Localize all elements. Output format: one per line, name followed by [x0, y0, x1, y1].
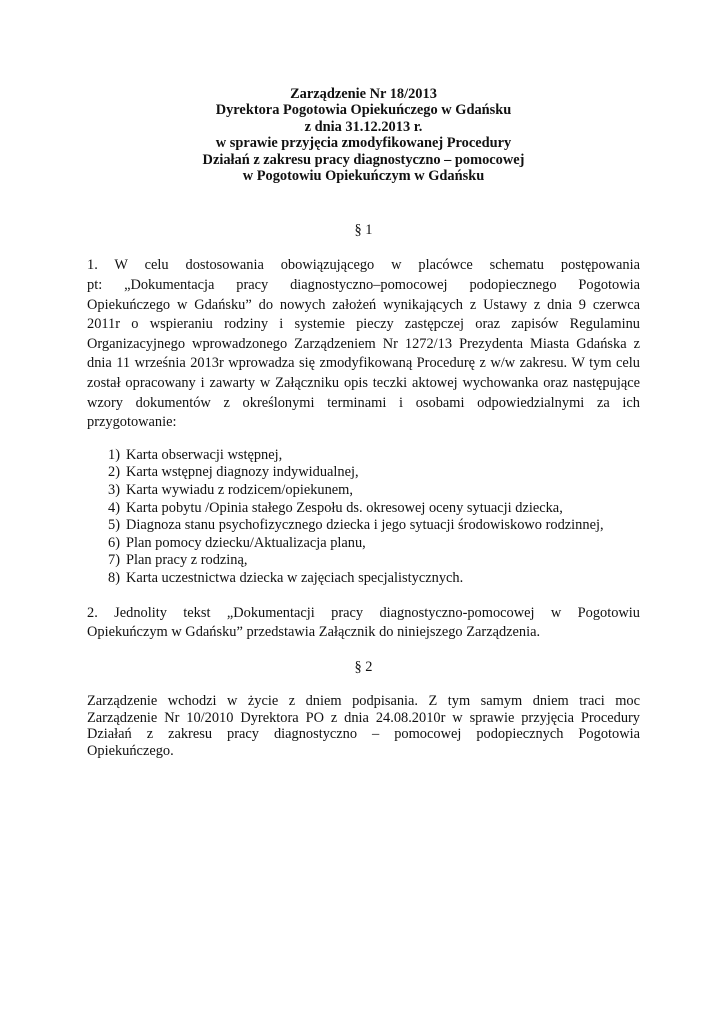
title-line-3: z dnia 31.12.2013 r. [304, 118, 423, 135]
paragraph-line: 1. W celu dostosowania obowiązującego w placówce schematu postępowania [87, 257, 640, 274]
title-line-1: Zarządzenie Nr 18/2013 [290, 86, 437, 102]
paragraph-line: Opiekuńczym w Gdańsku” przedstawia Załącznik do niniejszego Zarządzenia. [87, 624, 541, 641]
paragraph-line: pt: „Dokumentacja pracy diagnostyczno–pomocowej podopiecznego Pogotowia [87, 277, 640, 294]
list-item-number: 6) [108, 534, 120, 551]
document-page [87, 86, 640, 760]
section-1-paragraph-2 [87, 604, 640, 643]
list-item-text: Karta wstępnej diagnozy indywidualnej, [126, 464, 359, 481]
paragraph-line: Opiekuńczego. [87, 743, 174, 760]
title-line-2: Dyrektora Pogotowia Opiekuńczego w Gdańsku [215, 102, 512, 119]
paragraph-line: Zarządzenie Nr 10/2010 Dyrektora PO z dnia 24.08.2010r w sprawie przyjęcia Procedury [87, 709, 640, 726]
section-2-paragraph [87, 693, 640, 760]
list-item [87, 535, 640, 553]
document-title [87, 86, 640, 184]
paragraph-line: 2. Jednolity tekst „Dokumentacji pracy diagnostyczno-pomocowej w Pogotowiu [87, 604, 640, 621]
list-item-number: 1) [108, 446, 120, 463]
list-item-number: 5) [108, 517, 120, 534]
list-item-text: Karta obserwacji wstępnej, [126, 446, 283, 463]
document-list [87, 447, 640, 588]
list-item [87, 552, 640, 570]
paragraph-line: przygotowanie: [87, 414, 177, 431]
title-line-4: w sprawie przyjęcia zmodyfikowanej Procedury [215, 135, 512, 152]
list-item [87, 482, 640, 500]
paragraph-line: został opracowany i zawarty w Załączniku opis teczki aktowej wychowanka oraz następujące [87, 375, 640, 391]
section-1-mark: § 1 [354, 222, 373, 239]
list-item-text: Diagnoza stanu psychofizycznego dziecka i jego sytuacji środowiskowo rodzinnej, [126, 517, 604, 534]
paragraph-line: Organizacyjnego wprowadzonego Zarządzeniem Nr 1272/13 Prezydenta Miasta Gdańska z [87, 335, 640, 352]
list-item-number: 7) [108, 552, 120, 569]
list-item [87, 500, 640, 518]
title-line-6: w Pogotowiu Opiekuńczym w Gdańsku [242, 168, 485, 185]
list-item-text: Karta uczestnictwa dziecka w zajęciach specjalistycznych. [126, 569, 464, 586]
paragraph-line: 2011r o wspieraniu rodziny i systemie pieczy zastępczej oraz zapisów Regulaminu [87, 316, 640, 333]
list-item-number: 3) [108, 481, 120, 498]
list-item [87, 570, 640, 588]
section-1-paragraph-1 [87, 256, 640, 432]
list-item [87, 517, 640, 535]
list-item-text: Karta pobytu /Opinia stałego Zespołu ds. okresowej oceny sytuacji dziecka, [126, 499, 563, 516]
section-2-mark: § 2 [354, 658, 373, 675]
list-item-text: Plan pomocy dziecku/Aktualizacja planu, [126, 534, 366, 551]
list-item [87, 447, 640, 465]
paragraph-line: dnia 11 września 2013r wprowadza się zmodyfikowaną Procedurę z w/w zakresu. W tym celu [87, 355, 640, 372]
paragraph-line: wzory dokumentów z określonymi terminami i osobami odpowiedzialnymi za ich [87, 394, 640, 411]
list-item-text: Plan pracy z rodziną, [126, 552, 248, 569]
title-line-5: Działań z zakresu pracy diagnostyczno – pomocowej [202, 151, 525, 168]
list-item-text: Karta wywiadu z rodzicem/opiekunem, [126, 481, 353, 498]
list-item-number: 8) [108, 569, 120, 586]
paragraph-line: Opiekuńczego w Gdańsku” do nowych założeń wynikających z Ustawy z dnia 9 czerwca [87, 296, 640, 313]
list-item-number: 2) [108, 464, 120, 481]
list-item-number: 4) [108, 499, 120, 516]
paragraph-line: Działań z zakresu pracy diagnostyczno – pomocowej podopiecznych Pogotowia [87, 726, 640, 743]
paragraph-line: Zarządzenie wchodzi w życie z dniem podpisania. Z tym samym dniem traci moc [87, 692, 640, 709]
list-item [87, 464, 640, 482]
